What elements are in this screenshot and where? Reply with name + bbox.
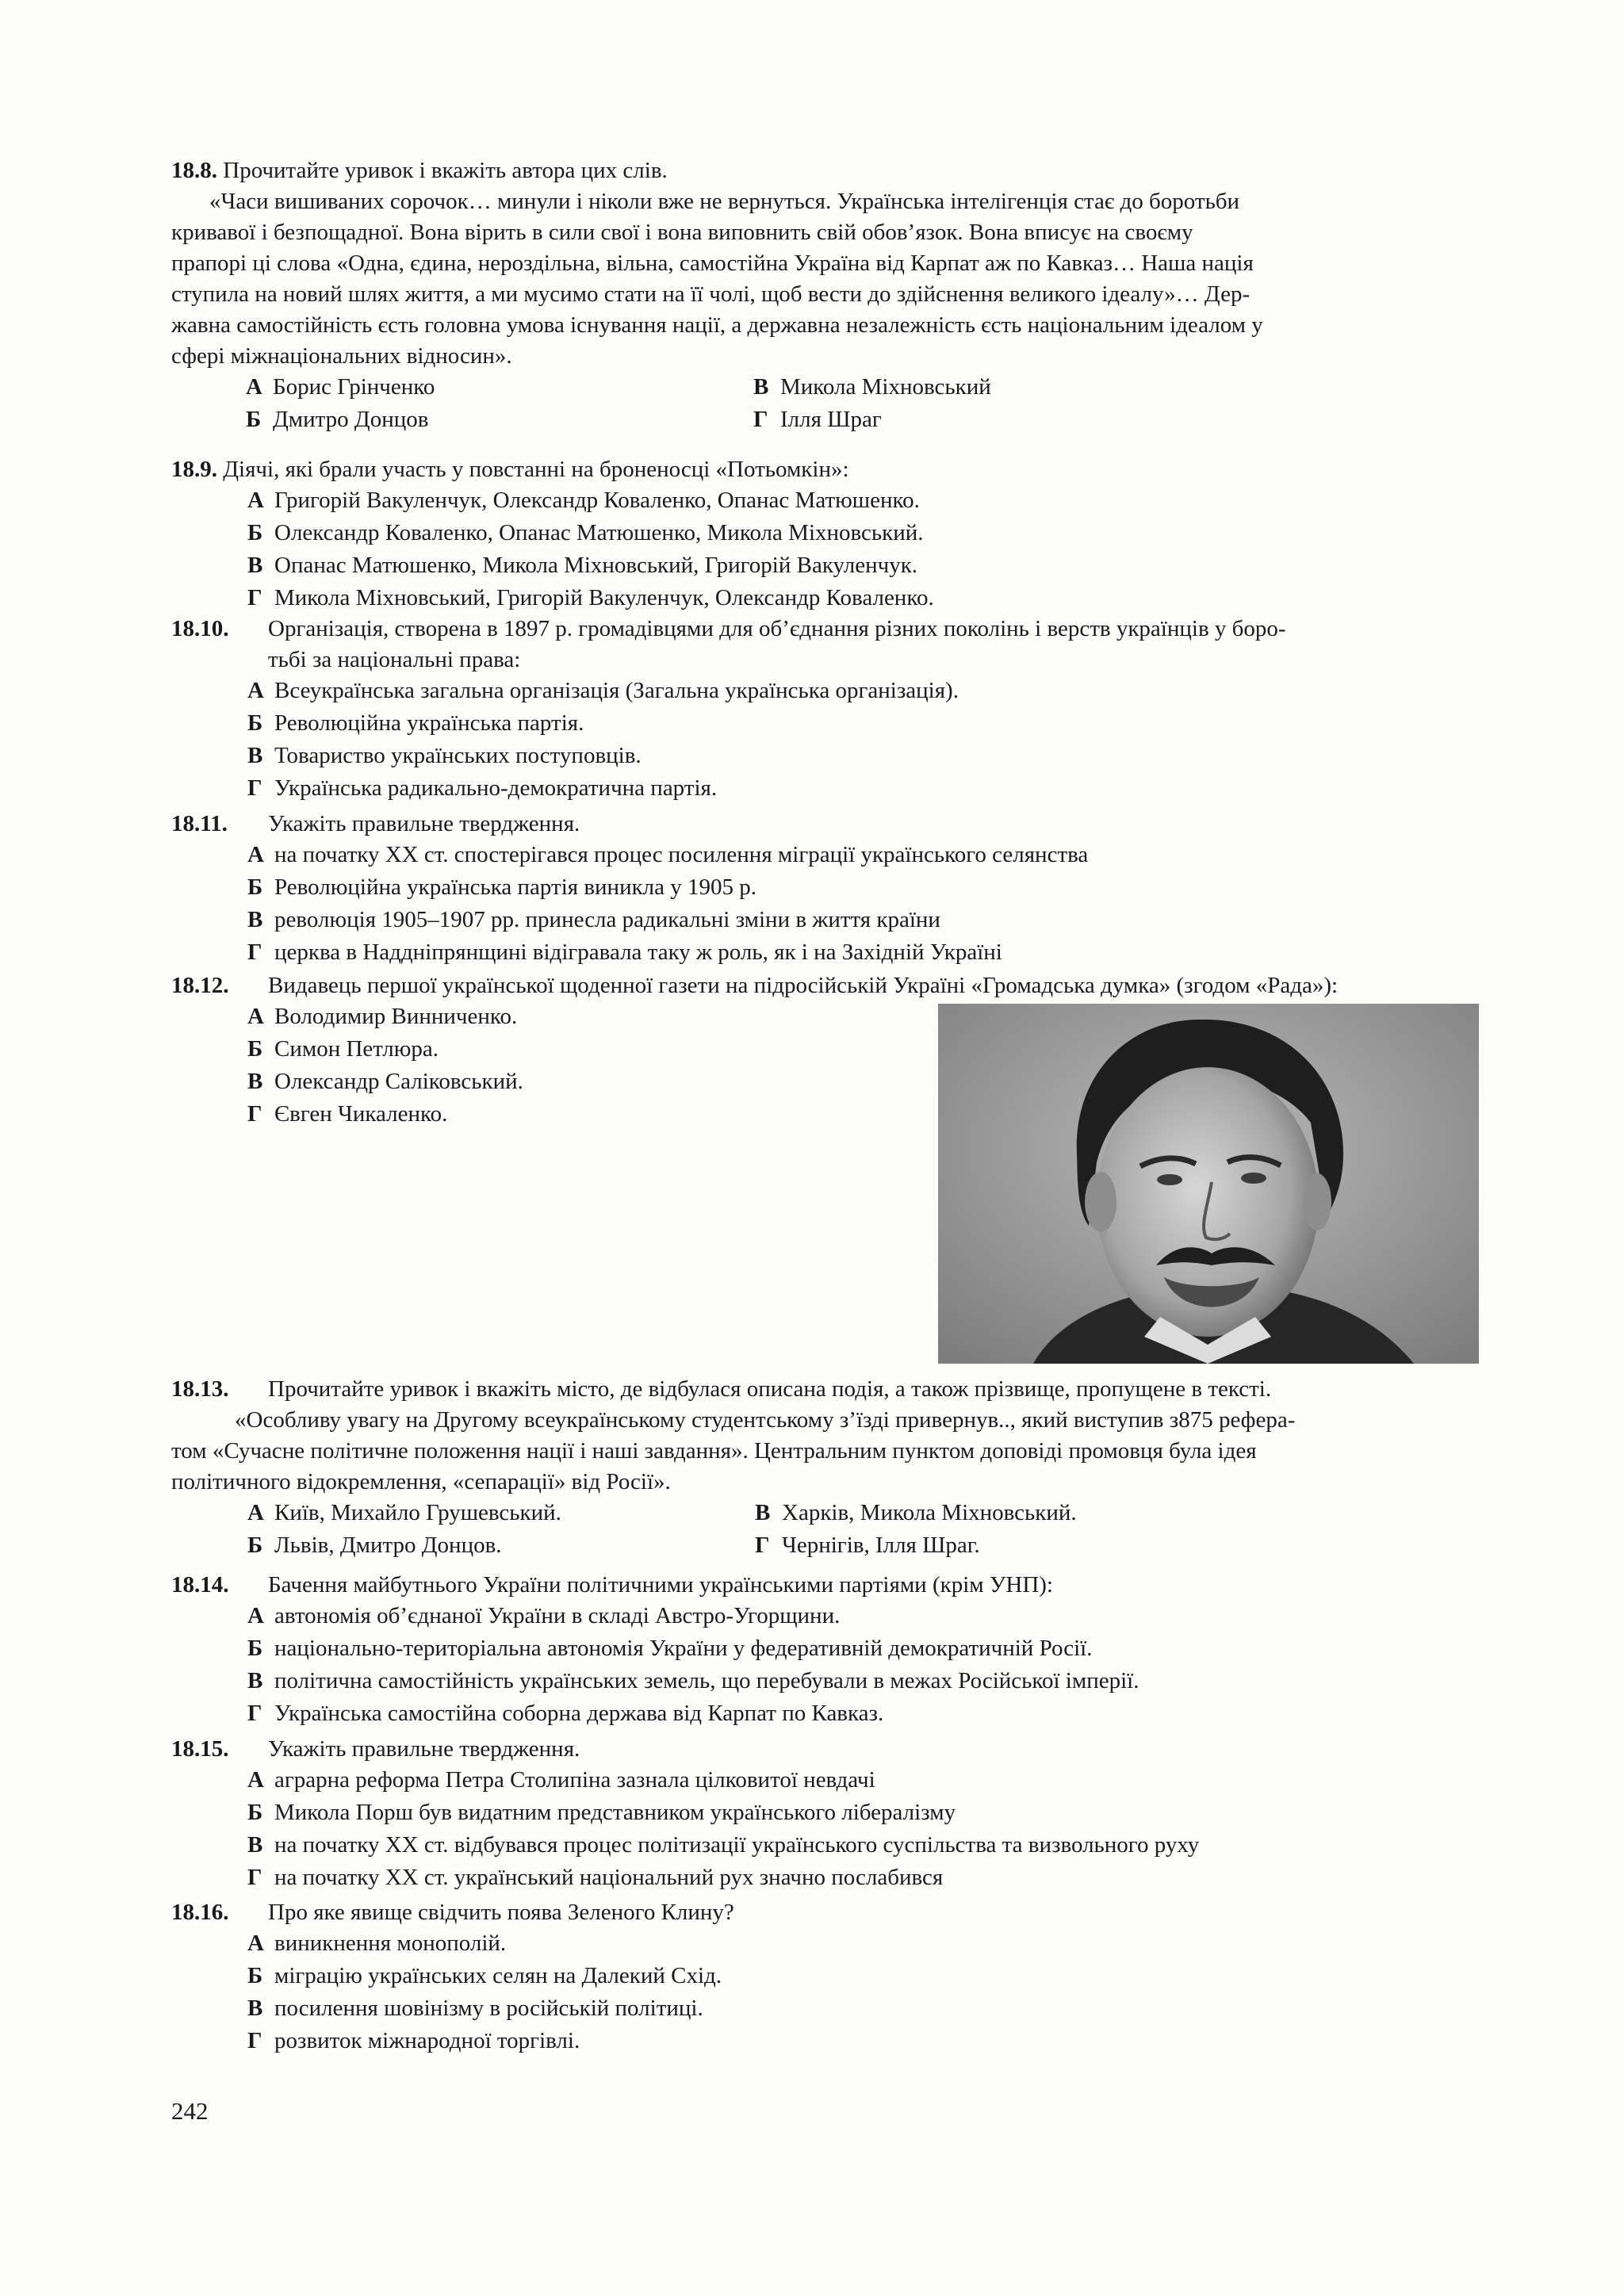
question-text: Прочитайте уривок і вкажіть місто, де відбулася описана подія, а також прізвище, пропущене в тексті. [268,1376,1272,1402]
answer-options [247,675,1496,806]
question-number: 18.11. [171,811,228,836]
question-text: Діячі, які брали участь у повстанні на броненосці «Потьомкін»: [223,457,849,482]
quote-line: «Особливу увагу на Другому всеукраїнському студентському з’їзді привернув.., який виступив з875 рефера- [235,1407,1296,1433]
answer-option[interactable]: Б міграцію українських селян на Далекий Схід. [247,1963,722,1988]
answer-option[interactable]: А Борис Грінченко [246,374,435,400]
question-number: 18.12. [171,973,229,998]
answer-option[interactable]: Б Симон Петлюра. [247,1036,439,1062]
quote-text [171,1405,1496,1498]
answer-option[interactable]: Г Чернігів, Ілля Шраг. [755,1533,980,1558]
answer-option[interactable]: Г Микола Міхновський, Григорій Вакуленчук, Олександр Коваленко. [247,585,934,610]
answer-option[interactable]: А Київ, Михайло Грушевський. [247,1500,561,1525]
answer-options [247,1498,1496,1563]
answer-option[interactable]: В Опанас Матюшенко, Микола Міхновський, Григорій Вакуленчук. [247,553,918,578]
question-text: Прочитайте уривок і вкажіть автора цих слів. [223,158,668,183]
answer-option[interactable]: В посилення шовінізму в російській політиці. [247,1996,703,2021]
question-text: Укажіть правильне твердження. [268,811,580,836]
answer-options [247,1765,1496,1895]
question-18-11 [171,809,1496,970]
question-text: Бачення майбутнього України політичними українськими партіями (крім УНП): [268,1572,1053,1598]
answer-option[interactable]: В на початку XX ст. відбувався процес політизації українського суспільства та визвольного руху [247,1832,1200,1858]
question-18-10 [171,614,1496,806]
question-number: 18.9. [171,457,217,482]
answer-option[interactable]: Б Дмитро Донцов [246,407,429,432]
answer-option[interactable]: В Олександр Саліковський. [247,1069,523,1094]
question-text-continued: тьбі за національні права: [268,647,521,672]
question-number: 18.13. [171,1376,229,1402]
question-text: Організація, створена в 1897 р. громадівцями для об’єднання різних поколінь і верств українців у боро- [268,616,1286,641]
answer-option[interactable]: Г Українська самостійна соборна держава від Карпат по Кавказ. [247,1701,884,1726]
answer-option[interactable]: Г Ілля Шраг [753,407,882,432]
question-text: Укажіть правильне твердження. [268,1736,580,1762]
question-18-15 [171,1734,1496,1895]
answer-option[interactable]: А Володимир Винниченко. [247,1004,518,1029]
answer-option[interactable]: А Всеукраїнська загальна організація (Загальна українська організація). [247,678,959,703]
answer-option[interactable]: А на початку XX ст. спостерігався процес посилення міграції українського селянства [247,842,1089,867]
answer-option[interactable]: Б Революційна українська партія виникла у 1905 р. [247,874,757,900]
question-number: 18.16. [171,1900,229,1925]
answer-option[interactable]: Г церква в Наддніпрянщині відігравала таку ж роль, як і на Західній Україні [247,939,1002,965]
quote-line: «Часи вишиваних сорочок… минули і ніколи вже не вернуться. Українська інтелігенція стає до боротьби [209,189,1240,214]
answer-option[interactable]: В революція 1905–1907 рр. принесла радикальні зміни в життя країни [247,907,940,932]
answer-options [247,485,1496,615]
question-18-14 [171,1570,1496,1731]
page-number: 242 [171,2097,209,2125]
answer-option[interactable]: Г Євген Чикаленко. [247,1101,448,1127]
quote-line: політичного відокремлення, «сепарації» від Росії». [171,1469,671,1494]
answer-option[interactable]: Г на початку XX ст. український національний рух значно послабився [247,1865,944,1890]
quote-text [171,186,1496,372]
answer-option[interactable]: Б Львів, Дмитро Донцов. [247,1533,502,1558]
question-18-9 [171,454,1496,615]
question-18-13 [171,1374,1496,1563]
question-number: 18.10. [171,616,229,641]
answer-option[interactable]: В Харків, Микола Міхновський. [755,1500,1077,1525]
question-number: 18.8. [171,158,217,183]
question-text: Видавець першої української щоденної газети на підросійській Україні «Громадська думка» (згодом «Рада»): [268,973,1339,998]
answer-option[interactable]: Б національно-територіальна автономія України у федеративній демократичній Росії. [247,1636,1093,1661]
quote-line: сфері міжнаціональних відносин». [171,343,512,369]
answer-option[interactable]: А автономія об’єднаної України в складі Австро-Угорщини. [247,1603,841,1628]
answer-option[interactable]: В політична самостійність українських земель, що перебували в межах Російської імперії. [247,1668,1139,1693]
answer-option[interactable]: А Григорій Вакуленчук, Олександр Коваленко, Опанас Матюшенко. [247,488,920,513]
answer-option[interactable]: Б Микола Порш був видатним представником українського лібералізму [247,1800,956,1825]
quote-line: том «Сучасне політичне положення нації і наші завдання». Центральним пунктом доповіді промовця була ідея [171,1438,1257,1464]
question-text: Про яке явище свідчить поява Зеленого Клину? [268,1900,734,1925]
question-number: 18.15. [171,1736,229,1762]
answer-option[interactable]: А виникнення монополій. [247,1931,507,1956]
quote-line: жавна самостійність єсть головна умова існування нації, а державна незалежність єсть національним ідеалом у [171,312,1263,338]
answer-option[interactable]: В Товариство українських поступовців. [247,743,642,768]
quote-line: кривавої і безпощадної. Вона вірить в сили свої і вона виповнить свій обов’язок. Вона вписує на своєму [171,220,1193,245]
answer-option[interactable]: Б Революційна українська партія. [247,710,584,736]
question-18-16 [171,1897,1496,2058]
answer-option[interactable]: А аграрна реформа Петра Столипіна зазнала цілковитої невдачі [247,1767,875,1793]
answer-options [247,1928,1496,2058]
answer-options [246,372,1496,437]
portrait-photo [938,1004,1479,1364]
answer-options [247,840,1496,970]
question-number: 18.14. [171,1572,229,1598]
quote-line: прапорі ці слова «Одна, єдина, нероздільна, вільна, самостійна Україна від Карпат аж по Кавказ… Наша нація [171,251,1254,276]
answer-option[interactable]: Г Українська радикально-демократична партія. [247,775,718,801]
answer-option[interactable]: В Микола Міхновський [753,374,991,400]
quote-line: ступила на новий шлях життя, а ми мусимо стати на її чолі, щоб вести до здійснення великого ідеалу»… Дер- [171,281,1251,307]
answer-option[interactable]: Б Олександр Коваленко, Опанас Матюшенко, Микола Міхновський. [247,520,924,545]
answer-options [247,1601,1496,1731]
answer-option[interactable]: Г розвиток міжнародної торгівлі. [247,2028,580,2053]
portrait-illustration [938,1004,1479,1364]
question-18-8 [171,155,1496,437]
